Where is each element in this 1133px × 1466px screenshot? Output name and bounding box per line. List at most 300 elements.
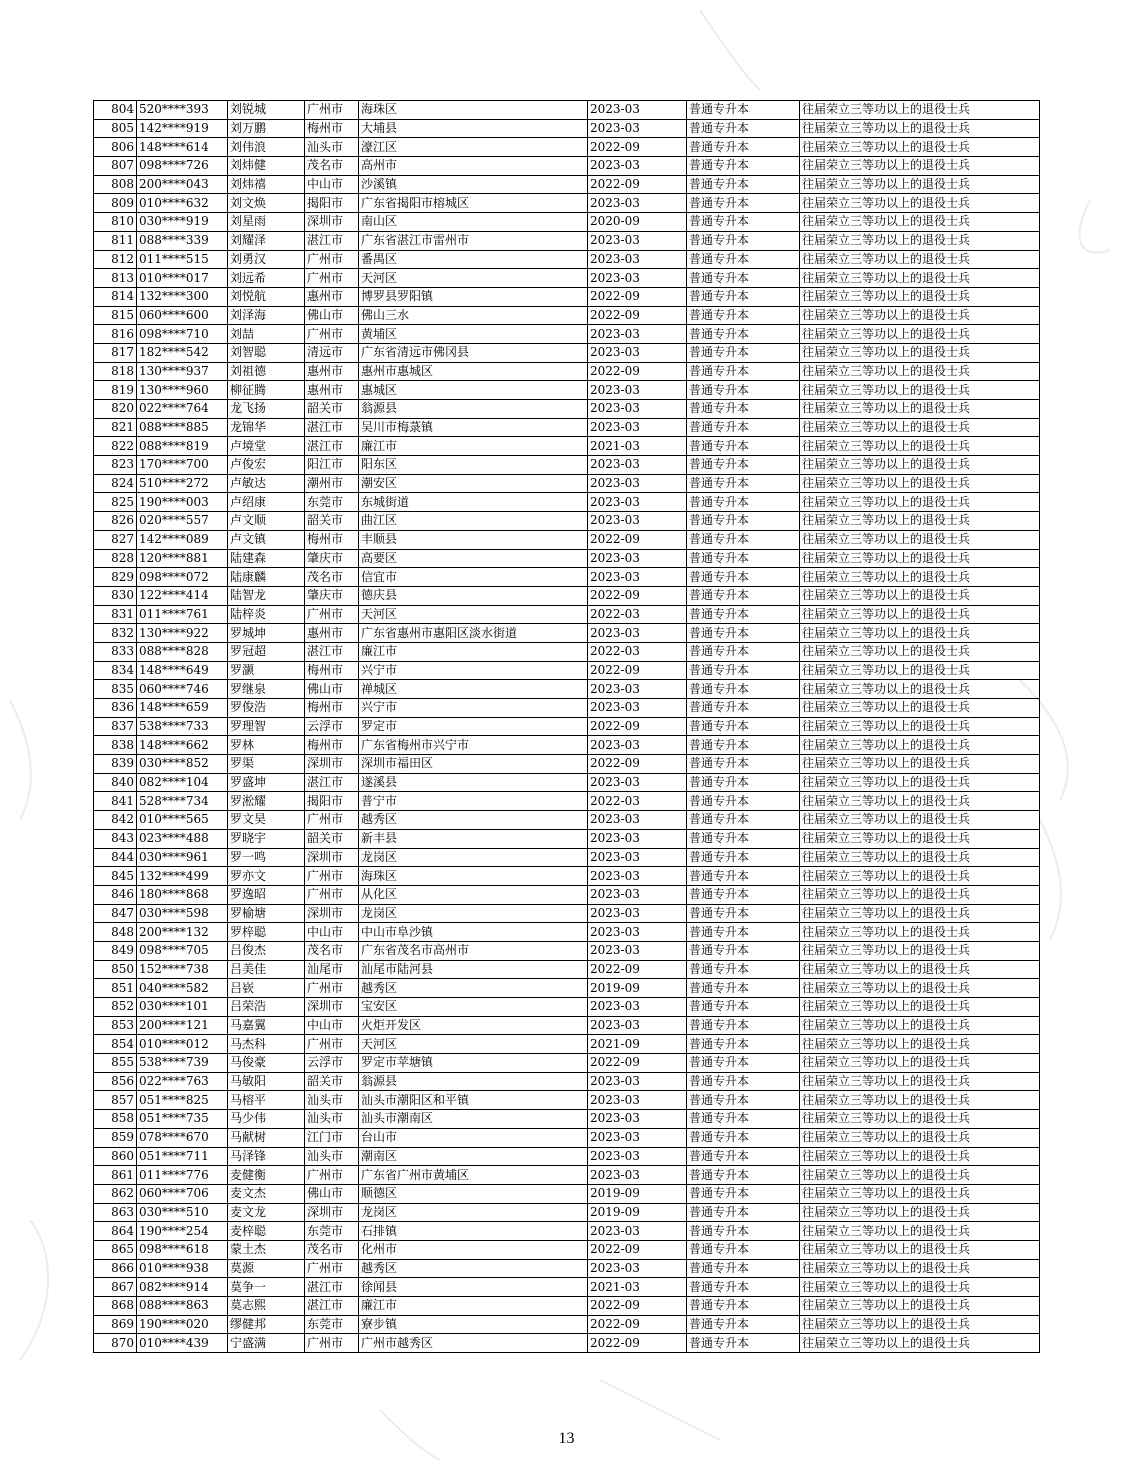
name-cell: 罗晓宇 [228,829,305,848]
category-cell: 普通专升本 [687,1297,800,1316]
district-cell: 濠江区 [359,138,588,157]
city-cell: 云浮市 [305,717,359,736]
enrollment-date-cell: 2023-03 [588,699,687,718]
district-cell: 广东省揭阳市榕城区 [359,194,588,213]
name-cell: 卢俊宏 [228,456,305,475]
row-number-cell: 864 [94,1222,137,1241]
city-cell: 汕头市 [305,1110,359,1129]
row-number-cell: 870 [94,1334,137,1353]
category-cell: 普通专升本 [687,250,800,269]
category-cell: 普通专升本 [687,829,800,848]
category-cell: 普通专升本 [687,680,800,699]
category-cell: 普通专升本 [687,194,800,213]
table-row [94,1054,1040,1073]
row-number-cell: 818 [94,362,137,381]
category-cell: 普通专升本 [687,1222,800,1241]
student-type-cell: 往届荣立三等功以上的退役士兵 [800,512,1040,531]
student-type-cell: 往届荣立三等功以上的退役士兵 [800,904,1040,923]
category-cell: 普通专升本 [687,474,800,493]
category-cell: 普通专升本 [687,1203,800,1222]
candidate-id-cell: 182****542 [137,343,228,362]
row-number-cell: 824 [94,474,137,493]
candidate-id-cell: 098****072 [137,568,228,587]
student-type-cell: 往届荣立三等功以上的退役士兵 [800,381,1040,400]
row-number-cell: 849 [94,941,137,960]
name-cell: 吕俊杰 [228,941,305,960]
enrollment-date-cell: 2022-09 [588,175,687,194]
enrollment-date-cell: 2023-03 [588,381,687,400]
category-cell: 普通专升本 [687,418,800,437]
row-number-cell: 860 [94,1147,137,1166]
candidate-id-cell: 098****705 [137,941,228,960]
city-cell: 汕头市 [305,138,359,157]
category-cell: 普通专升本 [687,138,800,157]
student-type-cell: 往届荣立三等功以上的退役士兵 [800,661,1040,680]
table-row [94,904,1040,923]
district-cell: 潮安区 [359,474,588,493]
city-cell: 肇庆市 [305,549,359,568]
row-number-cell: 826 [94,512,137,531]
student-type-cell: 往届荣立三等功以上的退役士兵 [800,923,1040,942]
category-cell: 普通专升本 [687,400,800,419]
table-row [94,568,1040,587]
city-cell: 湛江市 [305,1278,359,1297]
name-cell: 刘泽海 [228,306,305,325]
table-row [94,885,1040,904]
name-cell: 卢敏达 [228,474,305,493]
enrollment-date-cell: 2023-03 [588,1222,687,1241]
name-cell: 马榕平 [228,1091,305,1110]
candidate-id-cell: 082****104 [137,773,228,792]
student-type-cell: 往届荣立三等功以上的退役士兵 [800,885,1040,904]
category-cell: 普通专升本 [687,231,800,250]
row-number-cell: 862 [94,1184,137,1203]
district-cell: 汕头市潮南区 [359,1110,588,1129]
name-cell: 罗城坤 [228,624,305,643]
student-type-cell: 往届荣立三等功以上的退役士兵 [800,362,1040,381]
district-cell: 高州市 [359,157,588,176]
city-cell: 湛江市 [305,642,359,661]
table-row [94,1147,1040,1166]
category-cell: 普通专升本 [687,362,800,381]
city-cell: 东莞市 [305,1315,359,1334]
enrollment-date-cell: 2023-03 [588,157,687,176]
city-cell: 惠州市 [305,362,359,381]
enrollment-date-cell: 2019-09 [588,979,687,998]
candidate-id-cell: 088****819 [137,437,228,456]
name-cell: 罗理智 [228,717,305,736]
city-cell: 东莞市 [305,493,359,512]
candidate-id-cell: 538****739 [137,1054,228,1073]
city-cell: 云浮市 [305,1054,359,1073]
enrollment-date-cell: 2023-03 [588,1259,687,1278]
city-cell: 湛江市 [305,231,359,250]
name-cell: 莫源 [228,1259,305,1278]
city-cell: 梅州市 [305,119,359,138]
table-row [94,699,1040,718]
student-type-cell: 往届荣立三等功以上的退役士兵 [800,1072,1040,1091]
category-cell: 普通专升本 [687,287,800,306]
table-row [94,848,1040,867]
city-cell: 广州市 [305,325,359,344]
name-cell: 刘文焕 [228,194,305,213]
student-type-cell: 往届荣立三等功以上的退役士兵 [800,213,1040,232]
category-cell: 普通专升本 [687,1072,800,1091]
district-cell: 黄埔区 [359,325,588,344]
student-type-cell: 往届荣立三等功以上的退役士兵 [800,1016,1040,1035]
city-cell: 肇庆市 [305,586,359,605]
category-cell: 普通专升本 [687,1184,800,1203]
candidate-id-cell: 538****733 [137,717,228,736]
table-row [94,306,1040,325]
student-type-cell: 往届荣立三等功以上的退役士兵 [800,1128,1040,1147]
city-cell: 韶关市 [305,400,359,419]
enrollment-date-cell: 2022-09 [588,1240,687,1259]
table-row [94,269,1040,288]
category-cell: 普通专升本 [687,1035,800,1054]
city-cell: 广州市 [305,250,359,269]
candidate-id-cell: 200****121 [137,1016,228,1035]
name-cell: 罗梓聪 [228,923,305,942]
table-row [94,960,1040,979]
row-number-cell: 844 [94,848,137,867]
enrollment-date-cell: 2021-03 [588,1278,687,1297]
city-cell: 韶关市 [305,512,359,531]
name-cell: 刘远希 [228,269,305,288]
candidate-id-cell: 010****938 [137,1259,228,1278]
row-number-cell: 827 [94,530,137,549]
category-cell: 普通专升本 [687,493,800,512]
table-row [94,792,1040,811]
candidate-id-cell: 130****922 [137,624,228,643]
city-cell: 中山市 [305,175,359,194]
row-number-cell: 809 [94,194,137,213]
category-cell: 普通专升本 [687,904,800,923]
district-cell: 广东省清远市佛冈县 [359,343,588,362]
city-cell: 中山市 [305,923,359,942]
student-type-cell: 往届荣立三等功以上的退役士兵 [800,1110,1040,1129]
district-cell: 大埔县 [359,119,588,138]
enrollment-date-cell: 2022-09 [588,1315,687,1334]
city-cell: 惠州市 [305,287,359,306]
table-row [94,755,1040,774]
student-type-cell: 往届荣立三等功以上的退役士兵 [800,699,1040,718]
enrollment-date-cell: 2023-03 [588,923,687,942]
row-number-cell: 836 [94,699,137,718]
district-cell: 汕头市潮阳区和平镇 [359,1091,588,1110]
table-row [94,773,1040,792]
candidate-id-cell: 060****706 [137,1184,228,1203]
name-cell: 罗灏 [228,661,305,680]
city-cell: 佛山市 [305,1184,359,1203]
enrollment-date-cell: 2023-03 [588,418,687,437]
table-row [94,474,1040,493]
student-type-cell: 往届荣立三等功以上的退役士兵 [800,493,1040,512]
row-number-cell: 828 [94,549,137,568]
student-type-cell: 往届荣立三等功以上的退役士兵 [800,586,1040,605]
table-row [94,642,1040,661]
candidate-id-cell: 152****738 [137,960,228,979]
candidate-id-cell: 010****439 [137,1334,228,1353]
enrollment-date-cell: 2022-09 [588,1334,687,1353]
row-number-cell: 832 [94,624,137,643]
candidate-id-cell: 190****003 [137,493,228,512]
row-number-cell: 861 [94,1166,137,1185]
name-cell: 马少伟 [228,1110,305,1129]
category-cell: 普通专升本 [687,213,800,232]
table-row [94,680,1040,699]
enrollment-date-cell: 2022-09 [588,960,687,979]
candidate-id-cell: 051****711 [137,1147,228,1166]
student-type-cell: 往届荣立三等功以上的退役士兵 [800,138,1040,157]
candidate-id-cell: 022****764 [137,400,228,419]
name-cell: 罗文昊 [228,811,305,830]
table-row [94,530,1040,549]
name-cell: 刘祖德 [228,362,305,381]
name-cell: 马泽锋 [228,1147,305,1166]
district-cell: 德庆县 [359,586,588,605]
enrollment-date-cell: 2023-03 [588,231,687,250]
table-row [94,1222,1040,1241]
category-cell: 普通专升本 [687,568,800,587]
student-type-cell: 往届荣立三等功以上的退役士兵 [800,287,1040,306]
row-number-cell: 820 [94,400,137,419]
name-cell: 罗榆塘 [228,904,305,923]
enrollment-date-cell: 2022-09 [588,1054,687,1073]
row-number-cell: 829 [94,568,137,587]
table-row [94,1297,1040,1316]
table-row [94,923,1040,942]
candidate-id-cell: 180****868 [137,885,228,904]
row-number-cell: 842 [94,811,137,830]
candidate-id-cell: 098****726 [137,157,228,176]
table-row [94,1315,1040,1334]
city-cell: 潮州市 [305,474,359,493]
student-type-cell: 往届荣立三等功以上的退役士兵 [800,680,1040,699]
row-number-cell: 810 [94,213,137,232]
name-cell: 龙锦华 [228,418,305,437]
district-cell: 海珠区 [359,101,588,120]
row-number-cell: 834 [94,661,137,680]
student-type-cell: 往届荣立三等功以上的退役士兵 [800,1147,1040,1166]
candidate-id-cell: 200****132 [137,923,228,942]
table-row [94,362,1040,381]
name-cell: 麦文杰 [228,1184,305,1203]
category-cell: 普通专升本 [687,736,800,755]
name-cell: 罗亦文 [228,867,305,886]
city-cell: 深圳市 [305,213,359,232]
city-cell: 深圳市 [305,904,359,923]
student-type-cell: 往届荣立三等功以上的退役士兵 [800,306,1040,325]
candidate-id-cell: 010****012 [137,1035,228,1054]
row-number-cell: 838 [94,736,137,755]
row-number-cell: 850 [94,960,137,979]
category-cell: 普通专升本 [687,1315,800,1334]
table-row [94,549,1040,568]
row-number-cell: 840 [94,773,137,792]
student-type-cell: 往届荣立三等功以上的退役士兵 [800,101,1040,120]
category-cell: 普通专升本 [687,1334,800,1353]
district-cell: 越秀区 [359,811,588,830]
district-cell: 兴宁市 [359,699,588,718]
enrollment-date-cell: 2022-09 [588,287,687,306]
district-cell: 越秀区 [359,979,588,998]
city-cell: 梅州市 [305,736,359,755]
candidate-id-cell: 051****825 [137,1091,228,1110]
category-cell: 普通专升本 [687,1054,800,1073]
district-cell: 廉江市 [359,642,588,661]
enrollment-date-cell: 2022-03 [588,642,687,661]
candidate-id-cell: 098****618 [137,1240,228,1259]
city-cell: 广州市 [305,885,359,904]
category-cell: 普通专升本 [687,549,800,568]
enrollment-date-cell: 2023-03 [588,1016,687,1035]
candidate-table [93,100,1040,1353]
city-cell: 梅州市 [305,530,359,549]
enrollment-date-cell: 2023-03 [588,512,687,531]
candidate-id-cell: 030****961 [137,848,228,867]
candidate-id-cell: 051****735 [137,1110,228,1129]
name-cell: 麦梓聪 [228,1222,305,1241]
row-number-cell: 865 [94,1240,137,1259]
row-number-cell: 843 [94,829,137,848]
student-type-cell: 往届荣立三等功以上的退役士兵 [800,717,1040,736]
candidate-id-cell: 148****659 [137,699,228,718]
candidate-id-cell: 148****614 [137,138,228,157]
table-row [94,101,1040,120]
district-cell: 东城街道 [359,493,588,512]
student-type-cell: 往届荣立三等功以上的退役士兵 [800,1091,1040,1110]
enrollment-date-cell: 2019-09 [588,1184,687,1203]
district-cell: 越秀区 [359,1259,588,1278]
district-cell: 信宜市 [359,568,588,587]
table-row [94,998,1040,1017]
name-cell: 龙飞扬 [228,400,305,419]
table-row [94,1072,1040,1091]
city-cell: 广州市 [305,979,359,998]
enrollment-date-cell: 2019-09 [588,1203,687,1222]
category-cell: 普通专升本 [687,867,800,886]
candidate-id-cell: 030****852 [137,755,228,774]
city-cell: 广州市 [305,867,359,886]
enrollment-date-cell: 2022-09 [588,362,687,381]
student-type-cell: 往届荣立三等功以上的退役士兵 [800,530,1040,549]
student-type-cell: 往届荣立三等功以上的退役士兵 [800,1315,1040,1334]
name-cell: 麦文龙 [228,1203,305,1222]
category-cell: 普通专升本 [687,755,800,774]
table-row [94,1259,1040,1278]
candidate-id-cell: 520****393 [137,101,228,120]
name-cell: 刘伟浪 [228,138,305,157]
name-cell: 罗淞耀 [228,792,305,811]
name-cell: 莫争一 [228,1278,305,1297]
district-cell: 天河区 [359,1035,588,1054]
enrollment-date-cell: 2023-03 [588,1147,687,1166]
name-cell: 马嘉翼 [228,1016,305,1035]
city-cell: 广州市 [305,1259,359,1278]
table-row [94,736,1040,755]
student-type-cell: 往届荣立三等功以上的退役士兵 [800,231,1040,250]
student-type-cell: 往届荣立三等功以上的退役士兵 [800,1054,1040,1073]
student-type-cell: 往届荣立三等功以上的退役士兵 [800,960,1040,979]
category-cell: 普通专升本 [687,773,800,792]
candidate-id-cell: 011****761 [137,605,228,624]
student-type-cell: 往届荣立三等功以上的退役士兵 [800,1203,1040,1222]
city-cell: 东莞市 [305,1222,359,1241]
table-row [94,231,1040,250]
candidate-id-cell: 132****499 [137,867,228,886]
enrollment-date-cell: 2022-09 [588,1297,687,1316]
student-type-cell: 往届荣立三等功以上的退役士兵 [800,549,1040,568]
district-cell: 从化区 [359,885,588,904]
name-cell: 缪健邦 [228,1315,305,1334]
enrollment-date-cell: 2022-09 [588,586,687,605]
city-cell: 佛山市 [305,680,359,699]
candidate-id-cell: 088****339 [137,231,228,250]
name-cell: 吕荣浩 [228,998,305,1017]
table-row [94,418,1040,437]
district-cell: 惠城区 [359,381,588,400]
candidate-id-cell: 148****662 [137,736,228,755]
city-cell: 深圳市 [305,755,359,774]
row-number-cell: 863 [94,1203,137,1222]
district-cell: 徐闻县 [359,1278,588,1297]
candidate-id-cell: 060****600 [137,306,228,325]
city-cell: 茂名市 [305,941,359,960]
enrollment-date-cell: 2023-03 [588,1128,687,1147]
district-cell: 龙岗区 [359,848,588,867]
student-type-cell: 往届荣立三等功以上的退役士兵 [800,194,1040,213]
category-cell: 普通专升本 [687,624,800,643]
enrollment-date-cell: 2022-09 [588,138,687,157]
row-number-cell: 846 [94,885,137,904]
category-cell: 普通专升本 [687,1110,800,1129]
candidate-id-cell: 122****414 [137,586,228,605]
name-cell: 陆智龙 [228,586,305,605]
student-type-cell: 往届荣立三等功以上的退役士兵 [800,1222,1040,1241]
student-type-cell: 往届荣立三等功以上的退役士兵 [800,867,1040,886]
category-cell: 普通专升本 [687,717,800,736]
row-number-cell: 857 [94,1091,137,1110]
student-type-cell: 往届荣立三等功以上的退役士兵 [800,755,1040,774]
candidate-id-cell: 510****272 [137,474,228,493]
category-cell: 普通专升本 [687,605,800,624]
row-number-cell: 848 [94,923,137,942]
table-row [94,1334,1040,1353]
enrollment-date-cell: 2023-03 [588,811,687,830]
name-cell: 罗俊浩 [228,699,305,718]
city-cell: 深圳市 [305,998,359,1017]
student-type-cell: 往届荣立三等功以上的退役士兵 [800,1259,1040,1278]
district-cell: 禅城区 [359,680,588,699]
enrollment-date-cell: 2023-03 [588,867,687,886]
candidate-id-cell: 142****089 [137,530,228,549]
name-cell: 罗逸昭 [228,885,305,904]
student-type-cell: 往届荣立三等功以上的退役士兵 [800,605,1040,624]
name-cell: 马献树 [228,1128,305,1147]
table-row [94,979,1040,998]
enrollment-date-cell: 2023-03 [588,325,687,344]
district-cell: 翁源县 [359,1072,588,1091]
row-number-cell: 833 [94,642,137,661]
table-row [94,1035,1040,1054]
enrollment-date-cell: 2023-03 [588,736,687,755]
district-cell: 广州市越秀区 [359,1334,588,1353]
row-number-cell: 822 [94,437,137,456]
district-cell: 南山区 [359,213,588,232]
district-cell: 广东省惠州市惠阳区淡水街道 [359,624,588,643]
candidate-id-cell: 011****515 [137,250,228,269]
